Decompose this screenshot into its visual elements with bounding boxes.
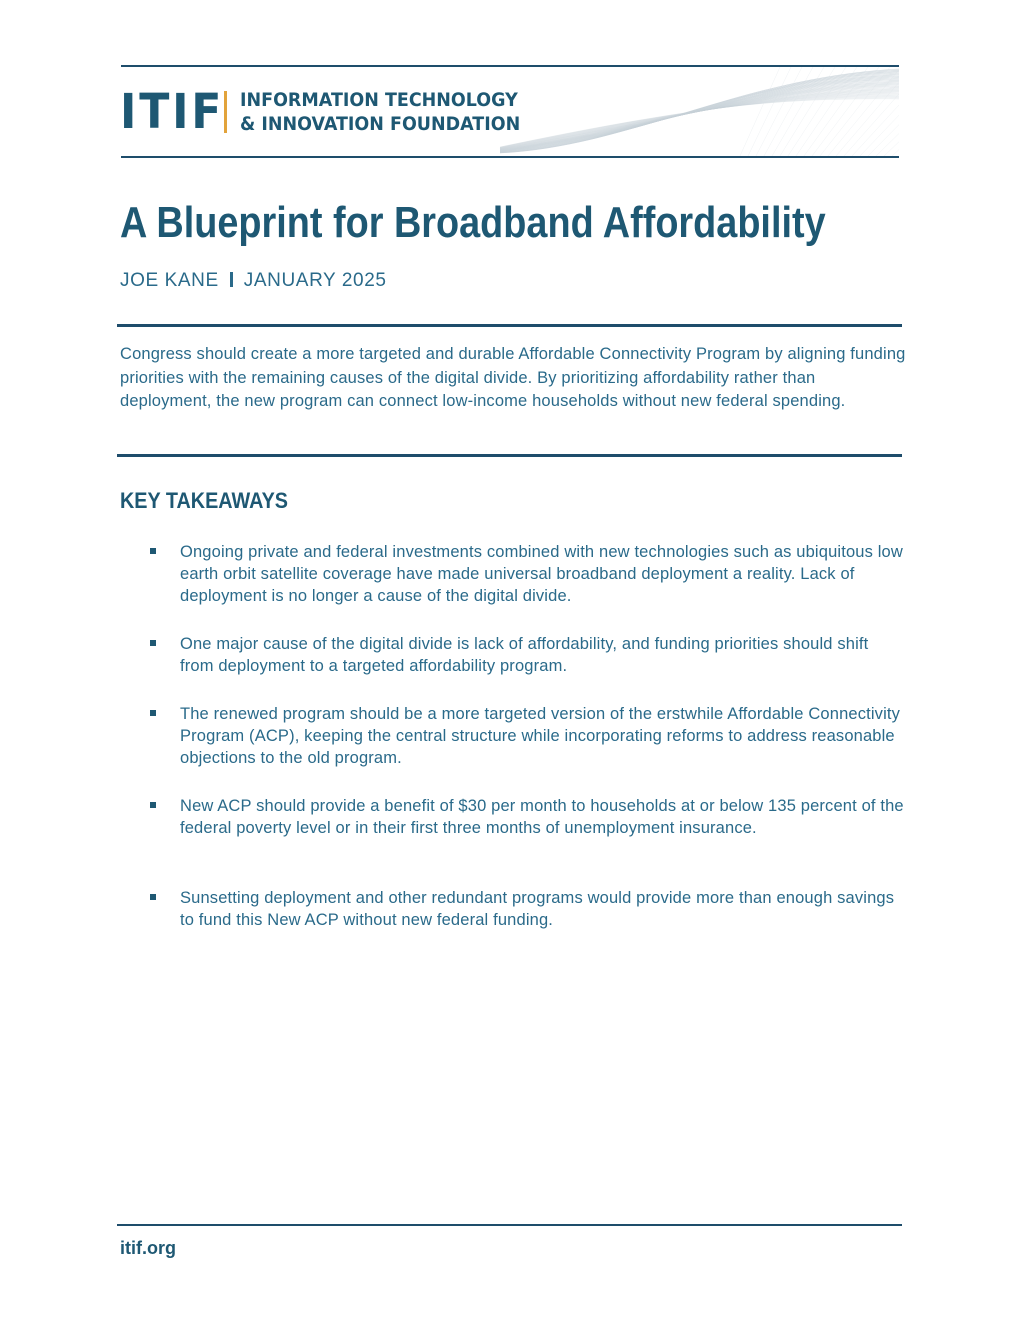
- square-bullet-icon: [150, 710, 156, 716]
- author-name: JOE KANE: [120, 270, 219, 291]
- takeaway-text: Sunsetting deployment and other redundant programs would provide more than enough savings to fund this New ACP without new federal funding.: [180, 889, 895, 929]
- wave-line: [772, 67, 824, 156]
- abstract-bottom-rule: [117, 454, 902, 457]
- footer-url-link[interactable]: itif.org: [120, 1238, 176, 1258]
- abstract-text: Congress should create a more targeted and durable Affordable Connectivity Program by aligning funding priorities with the remaining causes of the digital divide. By prioritizing affordability rather than deployment, the new program can connect low-income households without new federal spending.: [120, 345, 906, 410]
- takeaway-text: Ongoing private and federal investments combined with new technologies such as ubiquitous low earth orbit satellite coverage have made universal broadband deployment a reality. Lack of deployment is no longer a cause of the digital divide.: [180, 543, 903, 605]
- page-title: A Blueprint for Broadband Affordability: [120, 198, 826, 247]
- wave-line: [748, 67, 791, 156]
- square-bullet-icon: [150, 640, 156, 646]
- takeaway-text: One major cause of the digital divide is lack of affordability, and funding priorities should shift from deployment to a targeted affordability program.: [180, 635, 869, 675]
- publication-date: JANUARY 2025: [243, 270, 387, 291]
- square-bullet-icon: [150, 802, 156, 808]
- org-name-line-1: INFORMATION TECHNOLOGY: [240, 89, 518, 111]
- wave-line: [764, 67, 813, 156]
- takeaway-text: The renewed program should be a more targeted version of the erstwhile Affordable Connectivity Program (ACP), keeping the central structure while incorporating reforms to address reasonable objections to the old program.: [180, 705, 901, 767]
- abstract-top-rule: [117, 324, 902, 327]
- byline: [120, 269, 387, 293]
- square-bullet-icon: [150, 548, 156, 554]
- wave-line: [756, 67, 802, 156]
- wave-line: [740, 67, 780, 156]
- header-wave-pattern: [480, 67, 899, 156]
- logo-mark: ITIF: [120, 84, 225, 140]
- header-bottom-rule: [121, 156, 899, 158]
- logo-divider: [224, 91, 227, 133]
- byline-separator: [230, 272, 233, 287]
- key-takeaways-heading: KEY TAKEAWAYS: [120, 488, 288, 513]
- org-name-line-2: & INNOVATION FOUNDATION: [240, 113, 521, 135]
- footer-rule: [117, 1224, 902, 1226]
- takeaway-text: New ACP should provide a benefit of $30 per month to households at or below 135 percent of the federal poverty level or in their first three months of unemployment insurance.: [180, 797, 904, 837]
- square-bullet-icon: [150, 894, 156, 900]
